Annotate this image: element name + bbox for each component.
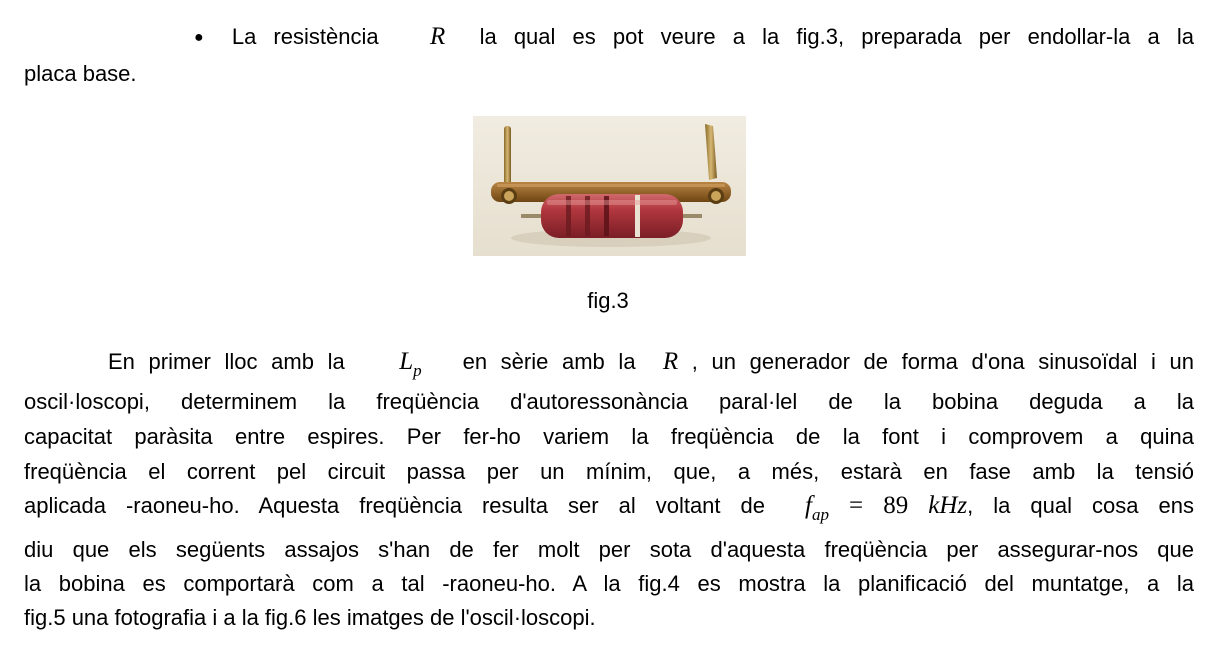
p-l5-start: aplicada -raoneu-ho. Aquesta freqüència resulta ser al voltant de: [24, 493, 766, 518]
symbol-fap: [805, 492, 829, 524]
symbol-lp-sub: p: [413, 361, 422, 380]
symbol-r: R: [430, 23, 446, 50]
bullet-text-start: La resistència: [231, 24, 379, 49]
symbol-f-sub: ap: [811, 505, 829, 524]
bullet-text-end: la qual es pot veure a la fig.3, preparada per endollar-la a la: [479, 24, 1194, 49]
paragraph-line-1: [108, 348, 1194, 380]
p-l1-mid: en sèrie amb la: [462, 349, 636, 374]
figure-caption: fig.3: [587, 288, 629, 313]
bullet-text-line2: placa base.: [24, 61, 137, 86]
paragraph-line-3: capacitat paràsita entre espires. Per fer-ho variem la freqüència de la font i comprovem a quina: [24, 424, 1194, 449]
p-l1-end: , un generador de forma d'ona sinusoïdal i un: [691, 349, 1194, 374]
symbol-lp-base: L: [399, 348, 414, 375]
paragraph-line-8: fig.5 una fotografia i a la fig.6 les imatges de l'oscil·loscopi.: [24, 605, 596, 630]
paragraph-line-2: oscil·loscopi, determinem la freqüència d'autoressonància paral·lel de la bobina deguda a la: [24, 389, 1194, 414]
bullet-continuation: [24, 61, 1194, 87]
resistor-photo: [473, 116, 746, 256]
paragraph-line-4: freqüència el corrent pel circuit passa per un mínim, que, a més, estarà en fase amb la tensió: [24, 459, 1194, 484]
paragraph-line-6: diu que els següents assajos s'han de fer molt per sota d'aquesta freqüència per assegurar-nos que: [24, 537, 1194, 562]
symbol-r-2: R: [662, 348, 679, 375]
paragraph-line-7: la bobina es comportarà com a tal -raoneu-ho. A la fig.4 es mostra la planificació del muntatge, a la: [24, 571, 1194, 596]
p-l1-start: En primer lloc amb la: [108, 349, 345, 374]
equation-unit: kHz: [928, 492, 968, 519]
bullet-line: [194, 24, 1194, 53]
resistor-image: [473, 116, 746, 256]
symbol-f-base: f: [805, 492, 812, 519]
paragraph-line-5: [24, 492, 1194, 524]
bullet-icon: ●: [194, 29, 215, 46]
p-l5-end: , la qual cosa ens: [967, 493, 1194, 518]
equation-value: = 89: [849, 492, 909, 519]
symbol-lp: [399, 348, 422, 380]
